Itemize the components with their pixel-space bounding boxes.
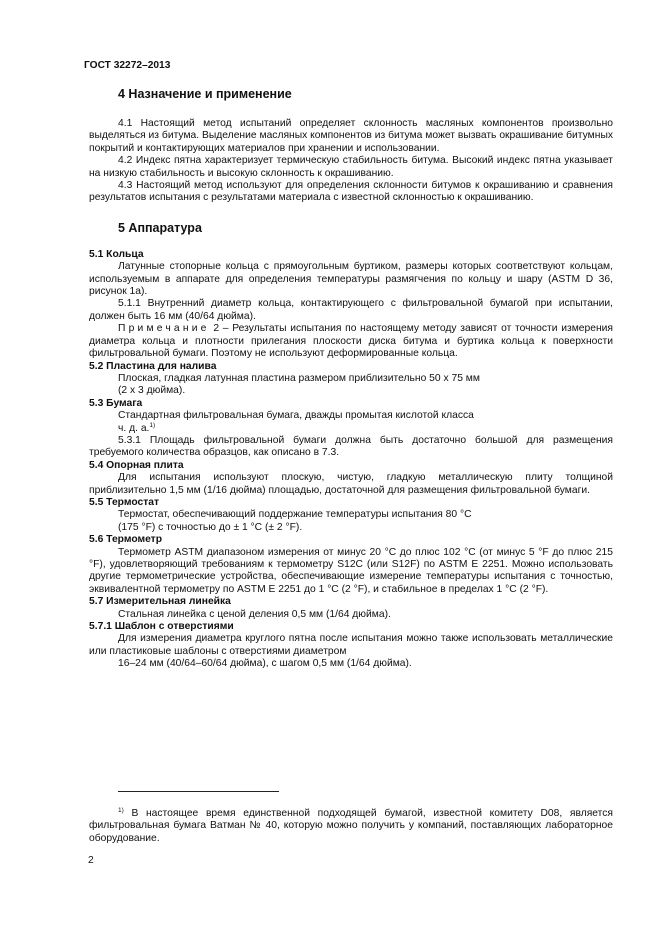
paragraph-5-3-line1: Стандартная фильтровальная бумага, дважды промытая кислотой класса — [118, 410, 474, 422]
paragraph-5-2-line2: (2 х 3 дюйма). — [118, 385, 186, 397]
footnote — [89, 808, 613, 845]
paragraph-4-2: 4.2 Индекс пятна характеризует термическую стабильность битума. Высокий индекс пятна указывает на низкую стабильность и высокую склонность к окрашиванию. — [89, 155, 613, 179]
paragraph-5-3-1: 5.3.1 Площадь фильтровальной бумаги должна быть достаточно большой для размещения требуемого количества образцов, как описано в 7.3. — [89, 434, 613, 459]
paragraph-4-1: 4.1 Настоящий метод испытаний определяет склонность масляных компонентов произвольно выделяться из битума. Выделение масляных компонентов из битума может вызвать окрашивание битумных покрытий и контактирующих материалов при хранении и использовании. — [89, 118, 613, 154]
page-number: 2 — [88, 855, 94, 866]
subsection-5-5-title: 5.5 Термостат — [89, 496, 160, 508]
footnote-text — [89, 808, 613, 845]
paragraph-5-3-line2 — [89, 423, 613, 435]
paragraph-5-3-text: ч. д. а. — [118, 422, 150, 434]
paragraph-5-7: Стальная линейка с ценой деления 0,5 мм (1/64 дюйма). — [118, 608, 391, 620]
subsection-5-2-title: 5.2 Пластина для налива — [89, 360, 217, 372]
paragraph-5-7-1: Для измерения диаметра круглого пятна после испытания можно также использовать металлические или пластиковые шаблоны с отверстиями диаметром — [89, 633, 613, 657]
subsection-5-4-title: 5.4 Опорная плита — [89, 459, 184, 471]
paragraph-5-1: Латунные стопорные кольца с прямоугольным буртиком, размеры которых соответствуют кольцам, используемым в аппарате для определения температуры размягчения по кольцу и шару (ASTM D 36, рисунок 1а). — [89, 261, 613, 298]
section-4-heading: 4 Назначение и применение — [118, 87, 292, 101]
paragraph-5-7-1-line2: 16–24 мм (40/64–60/64 дюйма), с шагом 0,5 мм (1/64 дюйма). — [118, 658, 412, 670]
page-content — [89, 86, 613, 671]
section-5-heading: 5 Аппаратура — [118, 220, 202, 235]
paragraph-5-2-line1: Плоская, гладкая латунная пластина размером приблизительно 50 х 75 мм — [118, 372, 480, 384]
footnote-mark: 1) — [118, 807, 124, 814]
footnote-body: В настоящее время единственной подходящей бумагой, известной комитету D08, является фильтровальная бумага Ватман № 40, которую можно получить у компаний, поставляющих лабораторное оборудование. — [89, 808, 613, 844]
subsection-5-7-1-title: 5.7.1 Шаблон с отверстиями — [89, 621, 234, 633]
subsection-5-7-title: 5.7 Измерительная линейка — [89, 596, 231, 608]
subsection-5-6-title: 5.6 Термометр — [89, 534, 163, 546]
paragraph-4-3: 4.3 Настоящий метод используют для определения склонности битумов к окрашиванию и сравнения результатов испытания с результатами материала с известной склонностью к окрашиванию. — [89, 180, 613, 204]
footnote-divider — [118, 791, 279, 792]
running-header: ГОСТ 32272–2013 — [84, 60, 171, 71]
subsection-5-1-title: 5.1 Кольца — [89, 248, 144, 260]
note-text: 2 – Результаты испытания по настоящему методу зависят от точности измерения диаметра кольца и плотности прилегания плоскости диска битума и буртика кольца к поверхности фильтровальной бумаги. Поэтому не используют деформированные кольца. — [89, 323, 613, 360]
note-label: Примечание — [118, 323, 210, 335]
subsection-5-3-title: 5.3 Бумага — [89, 397, 143, 409]
paragraph-5-5-line2: (175 °F) с точностью до ± 1 °С (± 2 °F). — [118, 521, 303, 533]
paragraph-5-4: Для испытания используют плоскую, чистую, гладкую металлическую плиту толщиной приблизительно 1,5 мм (1/16 дюйма) площадью, достаточной для размещения фильтровальной бумаги. — [89, 472, 613, 496]
footnote-reference: 1) — [149, 421, 156, 429]
note-2 — [89, 323, 613, 360]
paragraph-5-6: Термометр ASTM диапазоном измерения от минус 20 °С до плюс 102 °С (от минус 5 °F до плюс 215 °F), удовлетворяющий требованиям к термометру S12C (или S12F) по ASTM E 2251. Можно использовать другие термометрические устройства, обеспечивающие измерение температуры испытания с точностью, эквивалентной термометру по ASTM E 2251 до 1 °С (2 °F), и стабильное в пределах 1 °С (2 °F). — [89, 546, 613, 595]
paragraph-5-1-1: 5.1.1 Внутренний диаметр кольца, контактирующего с фильтровальной бумагой при испытании, должен быть 16 мм (40/64 дюйма). — [89, 298, 613, 322]
paragraph-5-5-line1: Термостат, обеспечивающий поддержание температуры испытания 80 °С — [118, 509, 472, 521]
